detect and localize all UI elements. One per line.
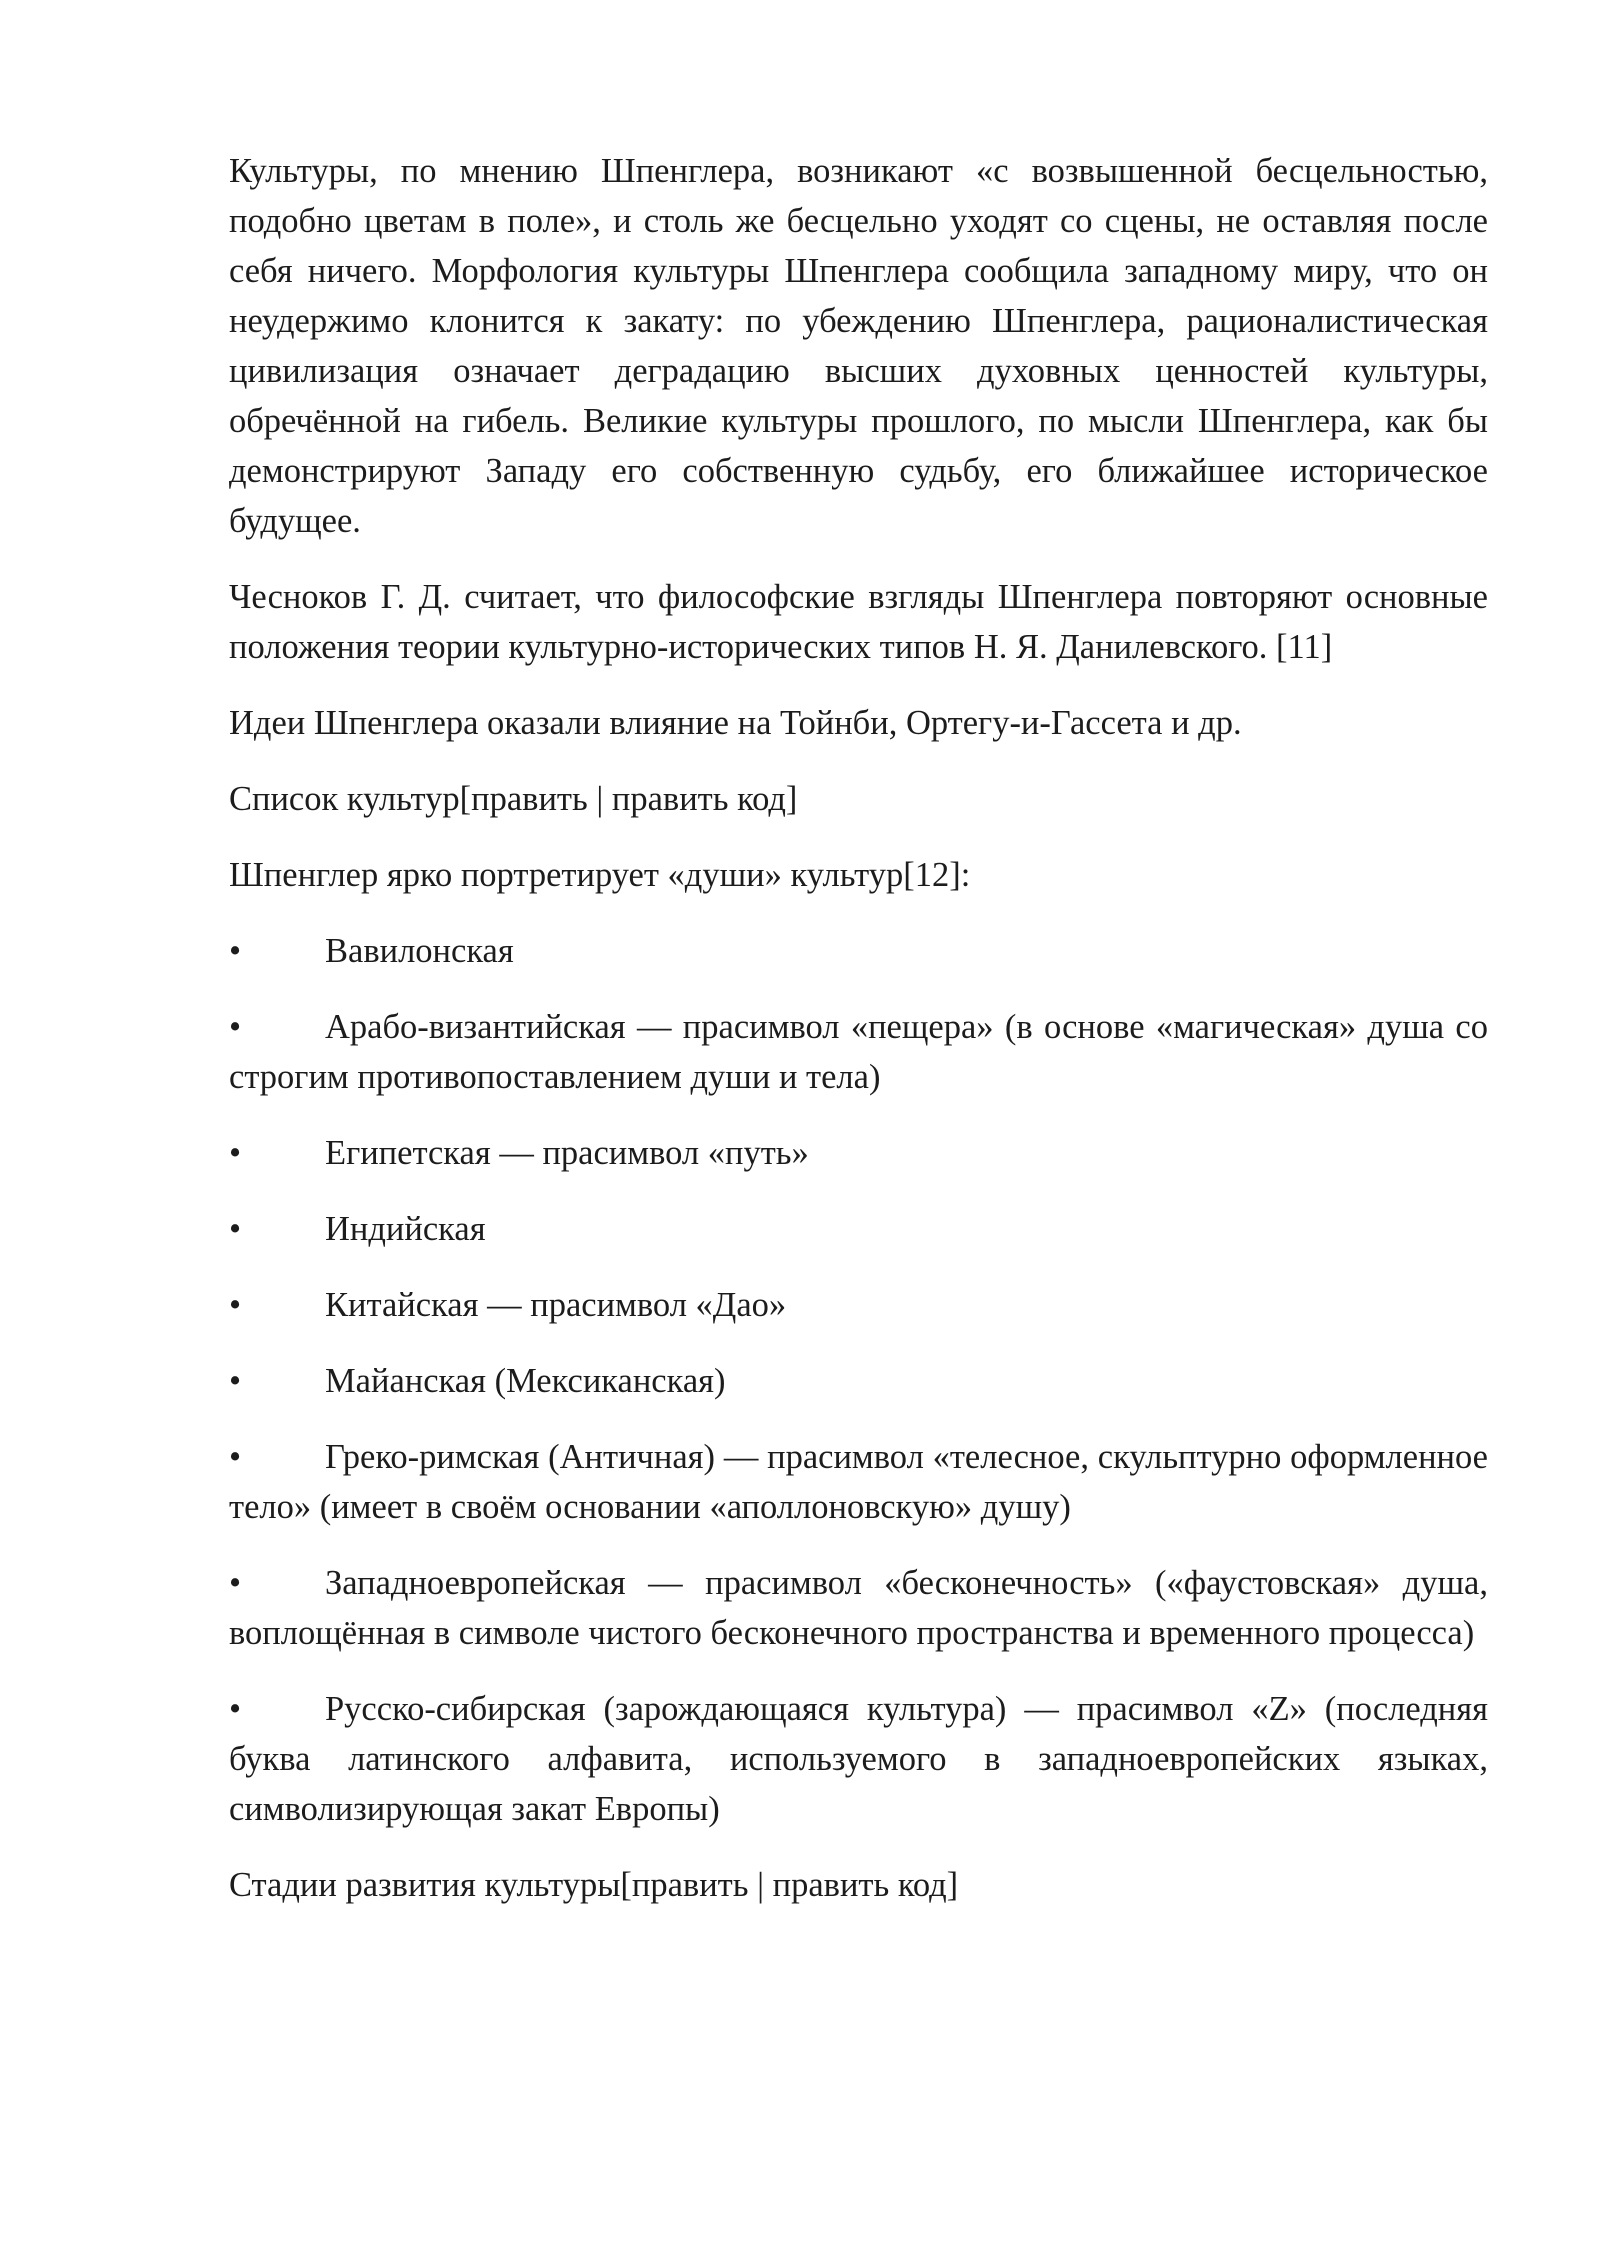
list-item — [229, 926, 1488, 976]
list-item-text: Китайская — прасимвол «Дао» — [325, 1286, 787, 1324]
list-item-text: Русско-сибирская (зарождающаяся культура) — прасимвол «Z» (последняя буква латинского алфавита, используемого в западноевропейских языках, символизирующая закат Европы) — [229, 1690, 1488, 1828]
paragraph-intro-souls: Шпенглер ярко портретирует «души» культур[12]: — [229, 856, 971, 894]
paragraph-spengler-cultures: Культуры, по мнению Шпенглера, возникают «с возвышенной бесцельностью, подобно цветам в поле», и столь же бесцельно уходят со сцены, не оставляя после себя ничего. Морфология культуры Шпенглера сообщила западному миру, что он неудержимо клонится к закату: по убеждению Шпенглера, рационалистическая цивилизация означает деградацию высших духовных ценностей культуры, обречённой на гибель. Великие культуры прошлого, по мысли Шпенглера, как бы демонстрируют Западу его собственную судьбу, его ближайшее историческое будущее. — [229, 152, 1488, 540]
bullet-icon: • — [229, 1564, 242, 1602]
list-item-text: Греко-римская (Античная) — прасимвол «телесное, скульптурно оформленное тело» (имеет в своём основании «аполлоновскую» душу) — [229, 1438, 1488, 1526]
bullet-icon: • — [229, 1690, 242, 1728]
bullet-icon: • — [229, 1362, 242, 1400]
section-heading-culture-list: Список культур[править | править код] — [229, 780, 798, 818]
list-item-text: Египетская — прасимвол «путь» — [325, 1134, 809, 1172]
list-item-text: Индийская — [325, 1210, 486, 1248]
paragraph-chesnokov: Чесноков Г. Д. считает, что философские взгляды Шпенглера повторяют основные положения теории культурно-исторических типов Н. Я. Данилевского. [11] — [229, 578, 1488, 666]
list-item-text: Майанская (Мексиканская) — [325, 1362, 726, 1400]
bullet-icon: • — [229, 1134, 242, 1172]
list-item — [229, 1128, 1488, 1178]
list-item — [229, 1432, 1488, 1532]
list-item — [229, 1204, 1488, 1254]
bullet-icon: • — [229, 1438, 242, 1476]
paragraph-influence: Идеи Шпенглера оказали влияние на Тойнби, Ортегу-и-Гассета и др. — [229, 704, 1242, 742]
bullet-icon: • — [229, 1210, 242, 1248]
list-item — [229, 1558, 1488, 1658]
bullet-icon: • — [229, 932, 242, 970]
bullet-icon: • — [229, 1008, 242, 1046]
bullet-icon: • — [229, 1286, 242, 1324]
list-item-text: Арабо-византийская — прасимвол «пещера» (в основе «магическая» душа со строгим противопоставлением души и тела) — [229, 1008, 1488, 1096]
list-item — [229, 1002, 1488, 1102]
section-heading-culture-stages: Стадии развития культуры[править | править код] — [229, 1866, 959, 1904]
list-item — [229, 1684, 1488, 1834]
list-item-text: Вавилонская — [325, 932, 514, 970]
document-page — [229, 146, 1488, 1936]
list-item — [229, 1280, 1488, 1330]
list-item-text: Западноевропейская — прасимвол «бесконечность» («фаустовская» душа, воплощённая в символе чистого бесконечного пространства и временного процесса) — [229, 1564, 1488, 1652]
culture-list — [229, 926, 1488, 1834]
list-item — [229, 1356, 1488, 1406]
